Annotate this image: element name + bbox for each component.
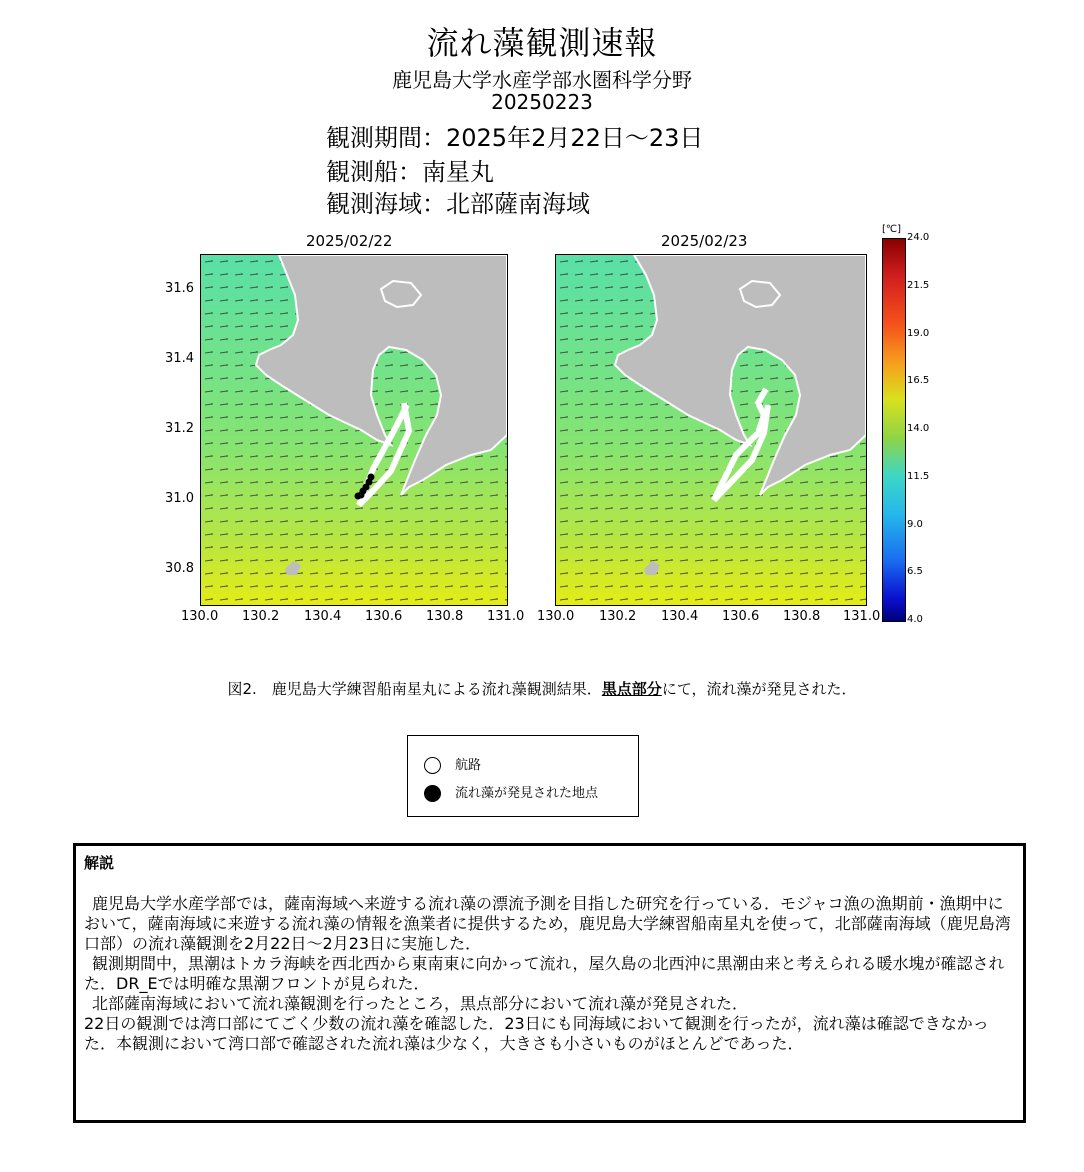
map-0223-svg: [556, 255, 866, 605]
colorbar-tick: 9.0: [907, 518, 923, 530]
description-paragraph: 北部薩南海域において流れ藻観測を行ったところ，黒点部分において流れ藻が発見された．: [92, 994, 749, 1013]
page-title: 流れ藻観測速報: [426, 24, 658, 62]
y-tick: 31.2: [165, 421, 194, 436]
map-0223: [555, 254, 867, 606]
x-tick: 130.8: [426, 609, 464, 624]
map-0222: [200, 254, 508, 606]
description-paragraph: 観測期間中，黒潮はトカラ海峡を西北西から東南東に向かって流れ，屋久島の北西沖に黒潮由来と考えられる暖水塊が確認された．DR_Eでは明確な黒潮フロントが見られた．: [84, 954, 1005, 993]
colorbar-tick: 6.5: [907, 566, 923, 578]
found-point: [355, 493, 362, 500]
colorbar-tick: 21.5: [907, 279, 930, 291]
y-tick: 30.8: [165, 561, 194, 576]
legend-route: [424, 754, 481, 774]
legend-route-label: 航路: [455, 758, 482, 773]
found-marker-icon: [424, 785, 441, 802]
figure-caption: [0, 678, 1084, 699]
legend-found: [424, 782, 598, 802]
x-tick: 131.0: [843, 609, 881, 624]
caption-prefix: 図2. 鹿児島大学練習船南星丸による流れ藻観測結果．: [227, 680, 602, 698]
x-tick: 130.6: [722, 609, 760, 624]
colorbar-unit: [℃]: [882, 224, 902, 235]
description-box: [73, 843, 1026, 1123]
map-title-0223: 2025/02/23: [661, 232, 748, 250]
colorbar-tick: 14.0: [907, 423, 930, 434]
observation-period: 観測期間：2025年2月22日～23日: [326, 124, 704, 152]
description-body: [84, 894, 1014, 1054]
description-heading: 解説: [84, 854, 115, 872]
colorbar-tick: 24.0: [907, 232, 930, 243]
x-tick: 130.6: [365, 609, 403, 624]
map-legend: [407, 735, 639, 817]
observation-ship: 観測船：南星丸: [326, 158, 494, 186]
map-title-0222: 2025/02/22: [306, 232, 393, 250]
x-tick: 130.2: [242, 609, 280, 624]
y-tick: 31.4: [165, 351, 194, 366]
legend-found-label: 流れ藻が発見された地点: [455, 786, 599, 801]
colorbar-tick: 16.5: [907, 375, 930, 387]
x-tick: 130.0: [537, 609, 575, 624]
temperature-colorbar: [882, 238, 906, 622]
x-tick: 130.8: [783, 609, 821, 624]
colorbar-tick: 19.0: [907, 327, 930, 339]
report-date: 20250223: [491, 90, 593, 114]
x-tick: 130.0: [181, 609, 219, 624]
observation-area: 観測海域：北部薩南海域: [326, 190, 590, 218]
map-0222-svg: [201, 255, 507, 605]
caption-suffix: にて，流れ藻が発見された．: [661, 680, 857, 698]
x-tick: 130.2: [599, 609, 637, 624]
x-tick: 131.0: [487, 609, 525, 624]
caption-underlined: 黒点部分: [601, 680, 662, 698]
colorbar-tick: 4.0: [907, 614, 923, 625]
description-paragraph: 鹿児島大学水産学部では，薩南海域へ来遊する流れ藻の漂流予測を目指した研究を行っている．モジャコ漁の漁期前・漁期中において，薩南海域に来遊する流れ藻の情報を漁業者に提供するため，鹿児島大学練習船南星丸を使って，北部薩南海域（鹿児島湾口部）の流れ藻観測を2月22日～2月23日に実施した．: [84, 894, 1011, 953]
x-tick: 130.4: [661, 609, 699, 624]
description-paragraph: 22日の観測では湾口部にてごく少数の流れ藻を確認した．23日にも同海域において観測を行ったが，流れ藻は確認できなかった．本観測において湾口部で確認された流れ藻は少なく，大きさも小さいものがほとんどであった．: [84, 1014, 989, 1053]
x-tick: 130.4: [304, 609, 342, 624]
route-marker-icon: [424, 757, 441, 774]
y-tick: 31.0: [165, 491, 194, 506]
colorbar-tick: 11.5: [907, 470, 930, 482]
y-tick: 31.6: [165, 281, 194, 296]
institution-name: 鹿児島大学水産学部水圏科学分野: [392, 68, 692, 92]
